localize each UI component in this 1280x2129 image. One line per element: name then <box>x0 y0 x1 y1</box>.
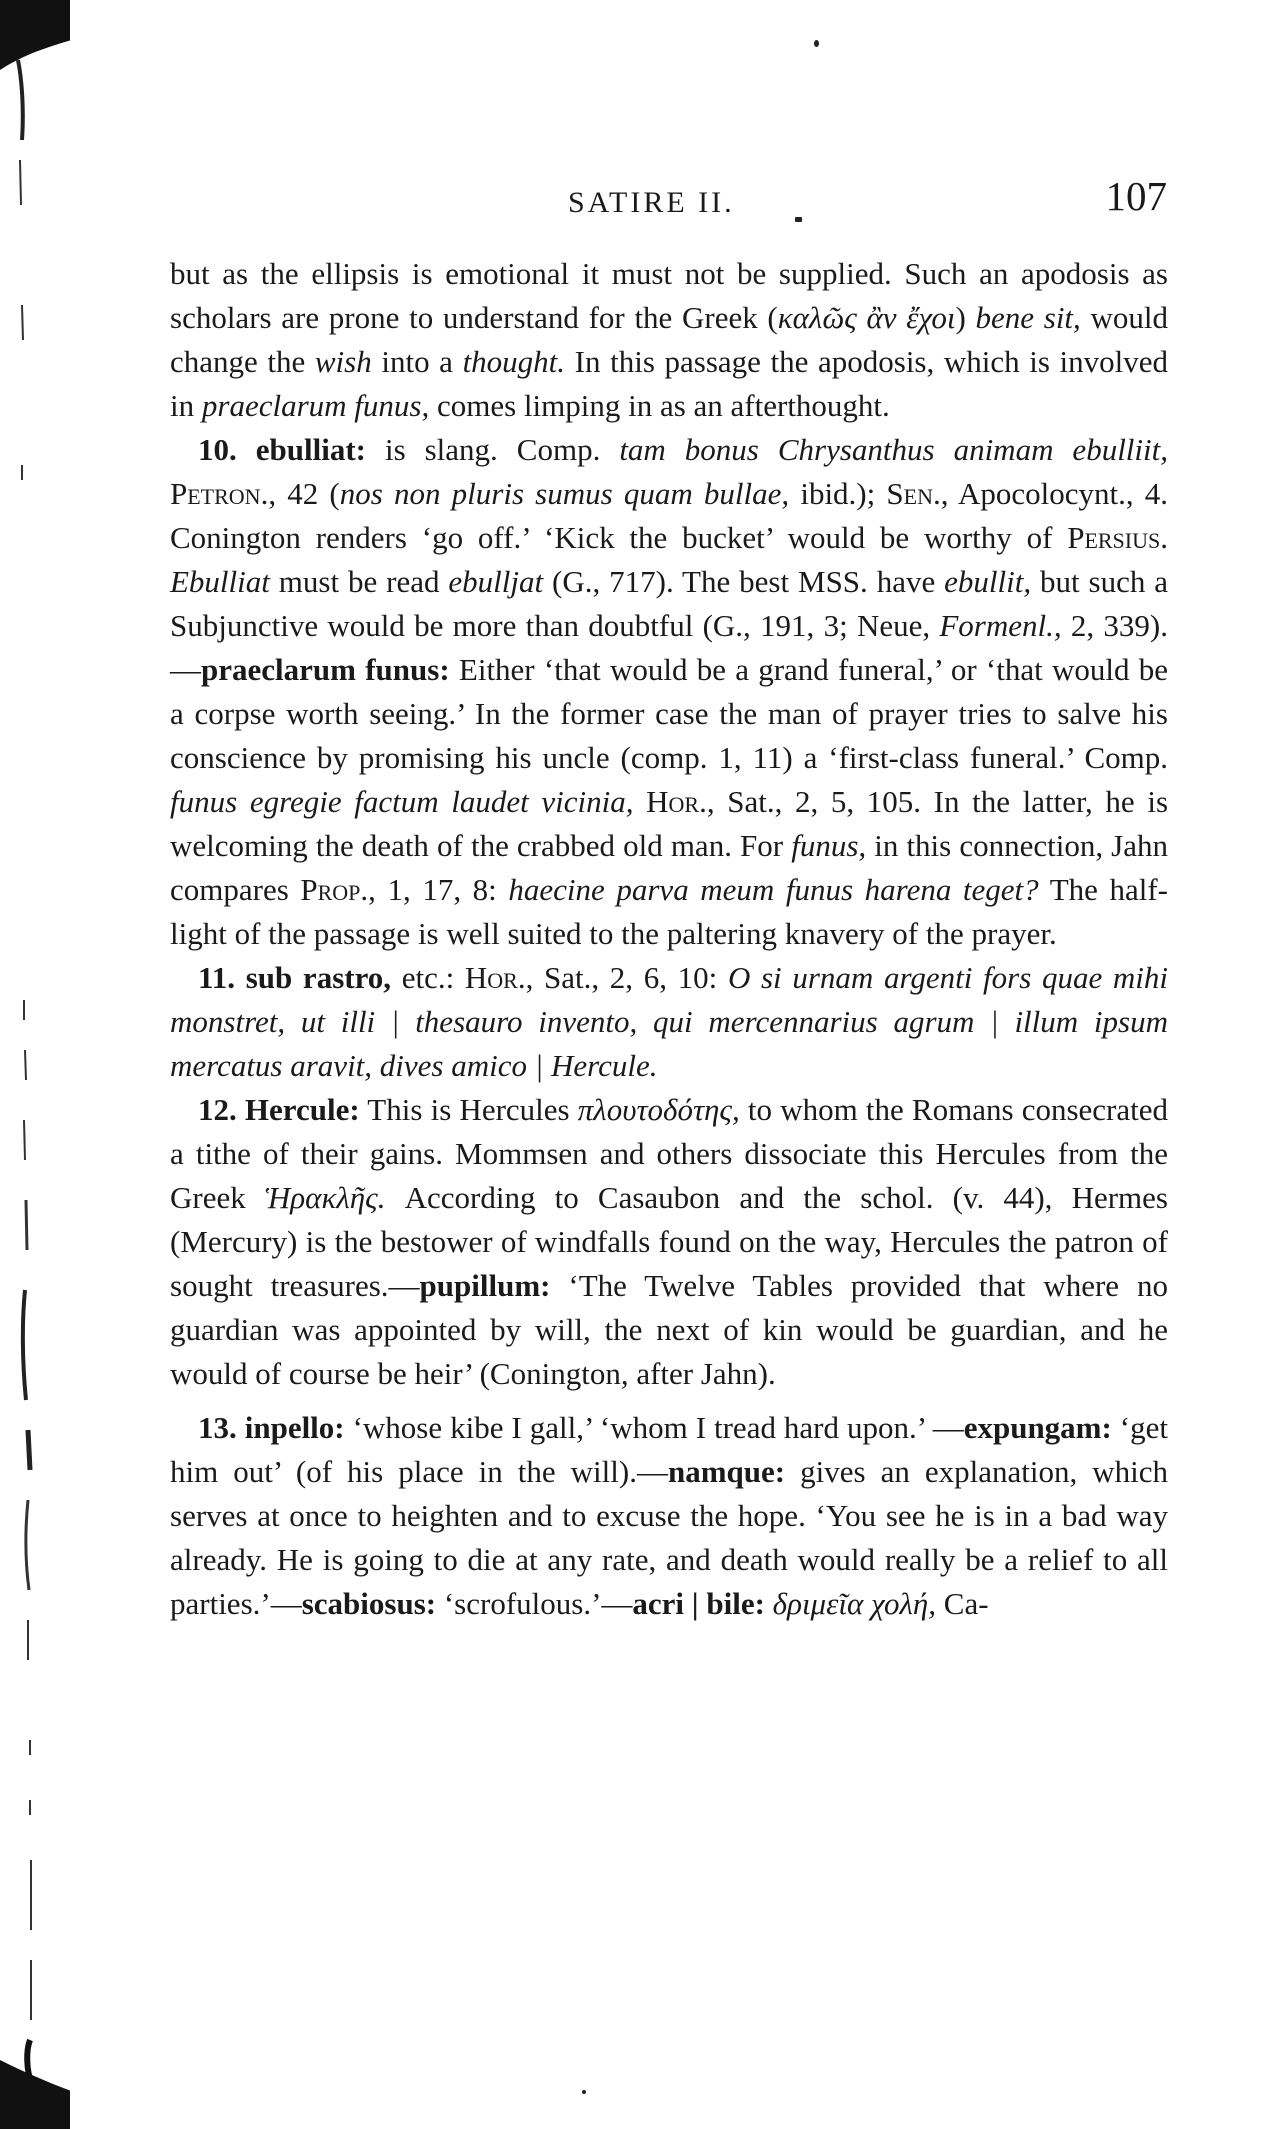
author-abbrev: Hor. <box>646 784 707 819</box>
note-number: 11. <box>198 960 236 995</box>
lemma: pupillum: <box>419 1268 551 1303</box>
author-abbrev: Petron. <box>170 476 269 511</box>
greek-text: πλουτοδότης, <box>577 1092 740 1127</box>
scan-binding-edge <box>0 0 70 2129</box>
author-abbrev: Hor. <box>464 960 526 995</box>
commentary-body <box>170 252 1168 1626</box>
page-number: 107 <box>1105 173 1167 219</box>
note-11: 11. sub rastro, etc.: Hor., Sat., 2, 6, 10: O si urnam argenti fors quae mihi monstret, ut illi | thesauro invento, qui mercennarius agrum | illum ipsum mercatus aravit, dives amico | Hercule. <box>170 960 1168 1083</box>
author-abbrev: Prop. <box>300 872 369 907</box>
lemma: expungam: <box>963 1410 1112 1445</box>
ink-speck <box>814 40 819 47</box>
note-number: 10. <box>198 432 237 467</box>
lemma: acri | bile: <box>632 1586 765 1621</box>
note-10: 10. ebulliat: is slang. Comp. tam bonus Chrysanthus animam ebulliit, Petron., 42 (nos non pluris sumus quam bullae, ibid.); Sen., Apocolocynt., 4. Conington renders ‘go off.’ ‘Kick the bucket’ would be worthy of Persius. Ebulliat must be read ebulljat (G., 717). The best MSS. have ebullit, but such a Subjunctive would be more than doubtful (G., 191, 3; Neue, Formenl., 2, 339).—praeclarum funus: Either ‘that would be a grand funeral,’ or ‘that would be a corpse worth seeing.’ In the former case the man of prayer tries to salve his conscience by promising his uncle (comp. 1, 11) a ‘first-class funeral.’ Comp. funus egregie factum laudet vicinia, Hor., Sat., 2, 5, 105. In the latter, he is welcoming the death of the crabbed old man. For funus, in this connection, Jahn compares Prop., 1, 17, 8: haecine parva meum funus harena teget? The half-light of the passage is well suited to the paltering knavery of the prayer. <box>170 432 1169 951</box>
note-13: 13. inpello: ‘whose kibe I gall,’ ‘whom I tread hard upon.’ —expungam: ‘get him out’ (of his place in the will).—namque: gives an explanation, which serves at once to heighten and to excuse the hope. ‘You see he is in a bad way already. He is going to die at any rate, and death would really be a relief to all parties.’—scabiosus: ‘scrofulous.’—acri | bile: δριμεῖα χολή, Ca- <box>170 1410 1169 1621</box>
greek-text: δριμεῖα χολή, <box>772 1586 937 1621</box>
note-number: 13. <box>198 1410 237 1445</box>
continuation-paragraph: but as the ellipsis is emotional it must not be supplied. Such an apodosis as scholars are prone to understand for the Greek (καλῶς ἂν ἔχοι) bene sit, would change the wish into a thought. In this passage the apodosis, which is involved in praeclarum funus, comes limping in as an afterthought. <box>170 256 1169 423</box>
greek-text: Ἡρακλῆς. <box>264 1180 386 1215</box>
lemma: praeclarum funus: <box>201 652 450 687</box>
lemma: Hercule: <box>244 1092 360 1127</box>
ink-speck <box>582 2090 586 2094</box>
note-number: 12. <box>198 1092 237 1127</box>
lemma: inpello: <box>244 1410 345 1445</box>
lemma: sub rastro, <box>245 960 392 995</box>
lemma: namque: <box>667 1454 786 1489</box>
lemma: scabiosus: <box>301 1586 437 1621</box>
note-12: 12. Hercule: This is Hercules πλουτοδότης, to whom the Romans consecrated a tithe of their gains. Mommsen and others dissociate this Hercules from the Greek Ἡρακλῆς. According to Casaubon and the schol. (v. 44), Hermes (Mercury) is the bestower of windfalls found on the way, Hercules the patron of sought treasures.—pupillum: ‘The Twelve Tables provided that where no guardian was appointed by will, the next of kin would be guardian, and he would of course be heir’ (Conington, after Jahn). <box>170 1092 1168 1391</box>
page-header <box>170 172 1170 232</box>
running-title: SATIRE II. <box>568 186 735 219</box>
author-abbrev: Sen. <box>886 476 941 511</box>
lemma: ebulliat: <box>255 432 366 467</box>
author-abbrev: Persius. <box>1067 520 1168 555</box>
greek-text: καλῶς ἂν ἔχοι <box>777 300 956 335</box>
